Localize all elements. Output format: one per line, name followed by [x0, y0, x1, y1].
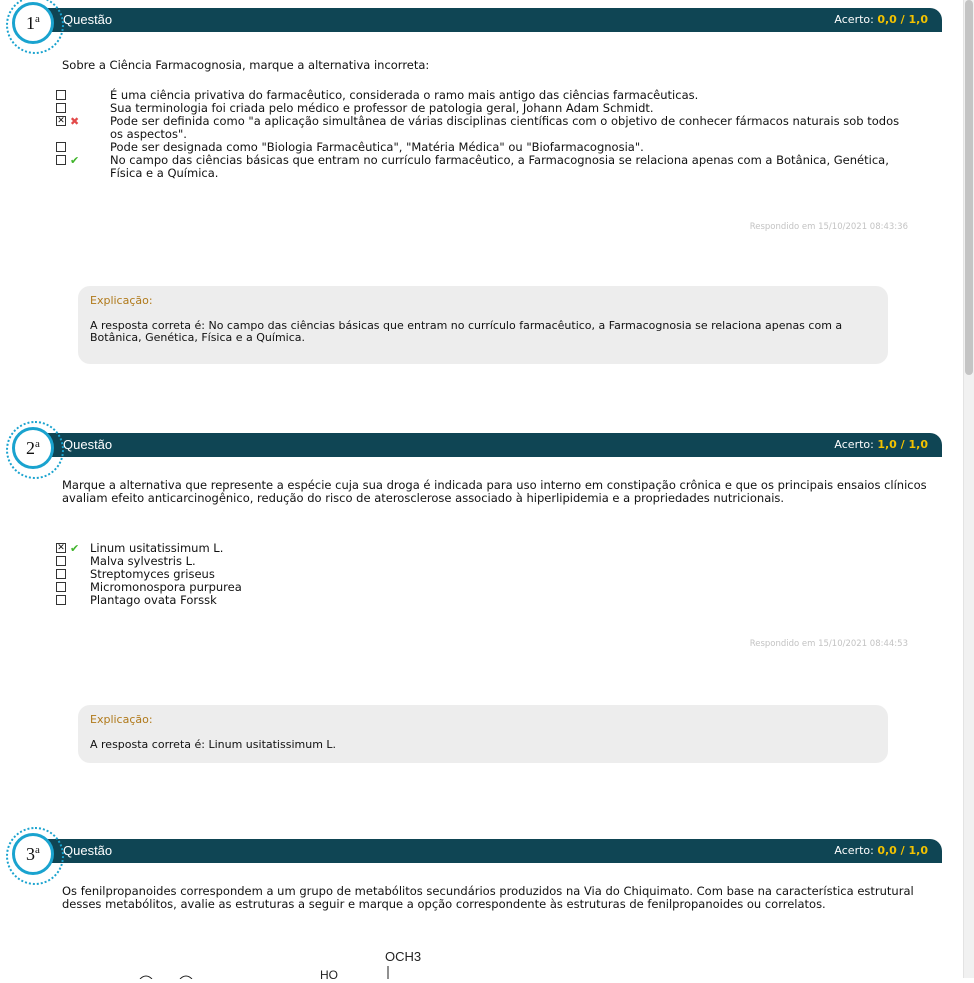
- question-ordinal: a: [35, 843, 40, 856]
- question-number: 3: [26, 843, 36, 864]
- option-checkbox[interactable]: [56, 155, 66, 165]
- chem-label-och3: OCH3: [385, 949, 422, 964]
- chemical-structure-svg: [0, 949, 950, 979]
- score-display: [834, 844, 928, 857]
- option-text: Micromonospora purpurea: [90, 580, 242, 594]
- question-ordinal: a: [35, 437, 40, 450]
- option-checkbox[interactable]: [56, 569, 66, 579]
- explanation-box: [78, 286, 888, 364]
- explanation-title: Explicação:: [90, 294, 153, 307]
- option-text: Sua terminologia foi criada pelo médico e professor de patologia geral, Johann Adam Schmidt.: [110, 101, 654, 115]
- option-text: Malva sylvestris L.: [90, 554, 196, 568]
- wrong-answer-icon: ✖: [70, 115, 80, 128]
- answered-timestamp: Respondido em 15/10/2021 08:43:36: [749, 222, 908, 232]
- option-checkbox[interactable]: [56, 595, 66, 605]
- question-title: Questão: [63, 12, 113, 27]
- question-title: Questão: [63, 437, 113, 452]
- option-text: No campo das ciências básicas que entram no currículo farmacêutico, a Farmacognosia se relaciona apenas com a Botânica, Genética, Física e a Química.: [110, 153, 889, 180]
- scrollbar-thumb[interactable]: [965, 0, 973, 375]
- question-header: [18, 8, 942, 32]
- option-checkbox[interactable]: [56, 582, 66, 592]
- score-value: 1,0 / 1,0: [877, 438, 928, 451]
- option-checkbox-checked[interactable]: ✕: [57, 543, 65, 553]
- option-text: Pode ser designada como "Biologia Farmacêutica", "Matéria Médica" ou "Biofarmacognosia".: [110, 140, 644, 154]
- option-checkbox[interactable]: [56, 556, 66, 566]
- explanation-text: A resposta correta é: Linum usitatissimum L.: [90, 738, 337, 751]
- question-number: 1: [26, 12, 36, 33]
- question-header: [18, 433, 942, 457]
- explanation-title: Explicação:: [90, 713, 153, 726]
- option-text: É uma ciência privativa do farmacêutico, considerada o ramo mais antigo das ciências farmacêuticas.: [110, 88, 699, 102]
- option-text: Linum usitatissimum L.: [90, 541, 224, 555]
- explanation-text: A resposta correta é: No campo das ciências básicas que entram no currículo farmacêutico, a Farmacognosia se relaciona apenas com a Botânica, Genética, Física e a Química.: [90, 319, 843, 344]
- options-list: [56, 89, 936, 180]
- score-display: [834, 438, 928, 451]
- option-text: Streptomyces griseus: [90, 567, 215, 581]
- correct-answer-icon: ✔: [70, 154, 80, 167]
- score-value: 0,0 / 1,0: [877, 13, 928, 26]
- options-list: [56, 542, 936, 607]
- question-header: [18, 839, 942, 863]
- chem-label-ho: HO: [320, 968, 338, 979]
- score-display: [834, 13, 928, 26]
- option-5[interactable]: [56, 154, 936, 180]
- chemical-structures-figure: [0, 949, 950, 979]
- option-3[interactable]: [56, 115, 936, 141]
- score-label: Acerto:: [834, 13, 874, 26]
- option-5[interactable]: [56, 594, 936, 607]
- question-title: Questão: [63, 843, 113, 858]
- question-statement: Marque a alternativa que represente a espécie cuja sua droga é indicada para uso interno em constipação crônica e que os principais ensaios clínicos avaliam efeito anticarcinogênico, redução do risco de aterosclerose associado à hiperlipidemia e a propriedades nutricionais.: [62, 478, 927, 505]
- question-number-badge: [12, 427, 54, 469]
- score-value: 0,0 / 1,0: [877, 844, 928, 857]
- option-text: Plantago ovata Forssk: [90, 593, 217, 607]
- option-checkbox[interactable]: [56, 90, 66, 100]
- score-label: Acerto:: [834, 844, 874, 857]
- option-text: Pode ser definida como "a aplicação simultânea de várias disciplinas científicas com o objetivo de conhecer fármacos naturais sob todos os aspectos".: [110, 114, 900, 141]
- question-ordinal: a: [35, 12, 40, 25]
- option-checkbox[interactable]: [56, 142, 66, 152]
- score-label: Acerto:: [834, 438, 874, 451]
- page-scrollbar[interactable]: [963, 0, 974, 978]
- correct-answer-icon: ✔: [70, 542, 80, 555]
- question-statement: Sobre a Ciência Farmacognosia, marque a alternativa incorreta:: [62, 58, 430, 72]
- answered-timestamp: Respondido em 15/10/2021 08:44:53: [749, 639, 908, 649]
- explanation-box: [78, 705, 888, 763]
- option-checkbox[interactable]: [56, 103, 66, 113]
- question-number: 2: [26, 437, 36, 458]
- question-number-badge: [12, 2, 54, 44]
- option-checkbox-checked[interactable]: ✕: [57, 116, 65, 126]
- question-number-badge: [12, 833, 54, 875]
- question-statement: Os fenilpropanoides correspondem a um grupo de metabólitos secundários produzidos na Via do Chiquimato. Com base na característica estrutural desses metabólitos, avalie as estruturas a seguir e marque a opção correspondente às estruturas de fenilpropanoides ou correlatos.: [62, 884, 914, 911]
